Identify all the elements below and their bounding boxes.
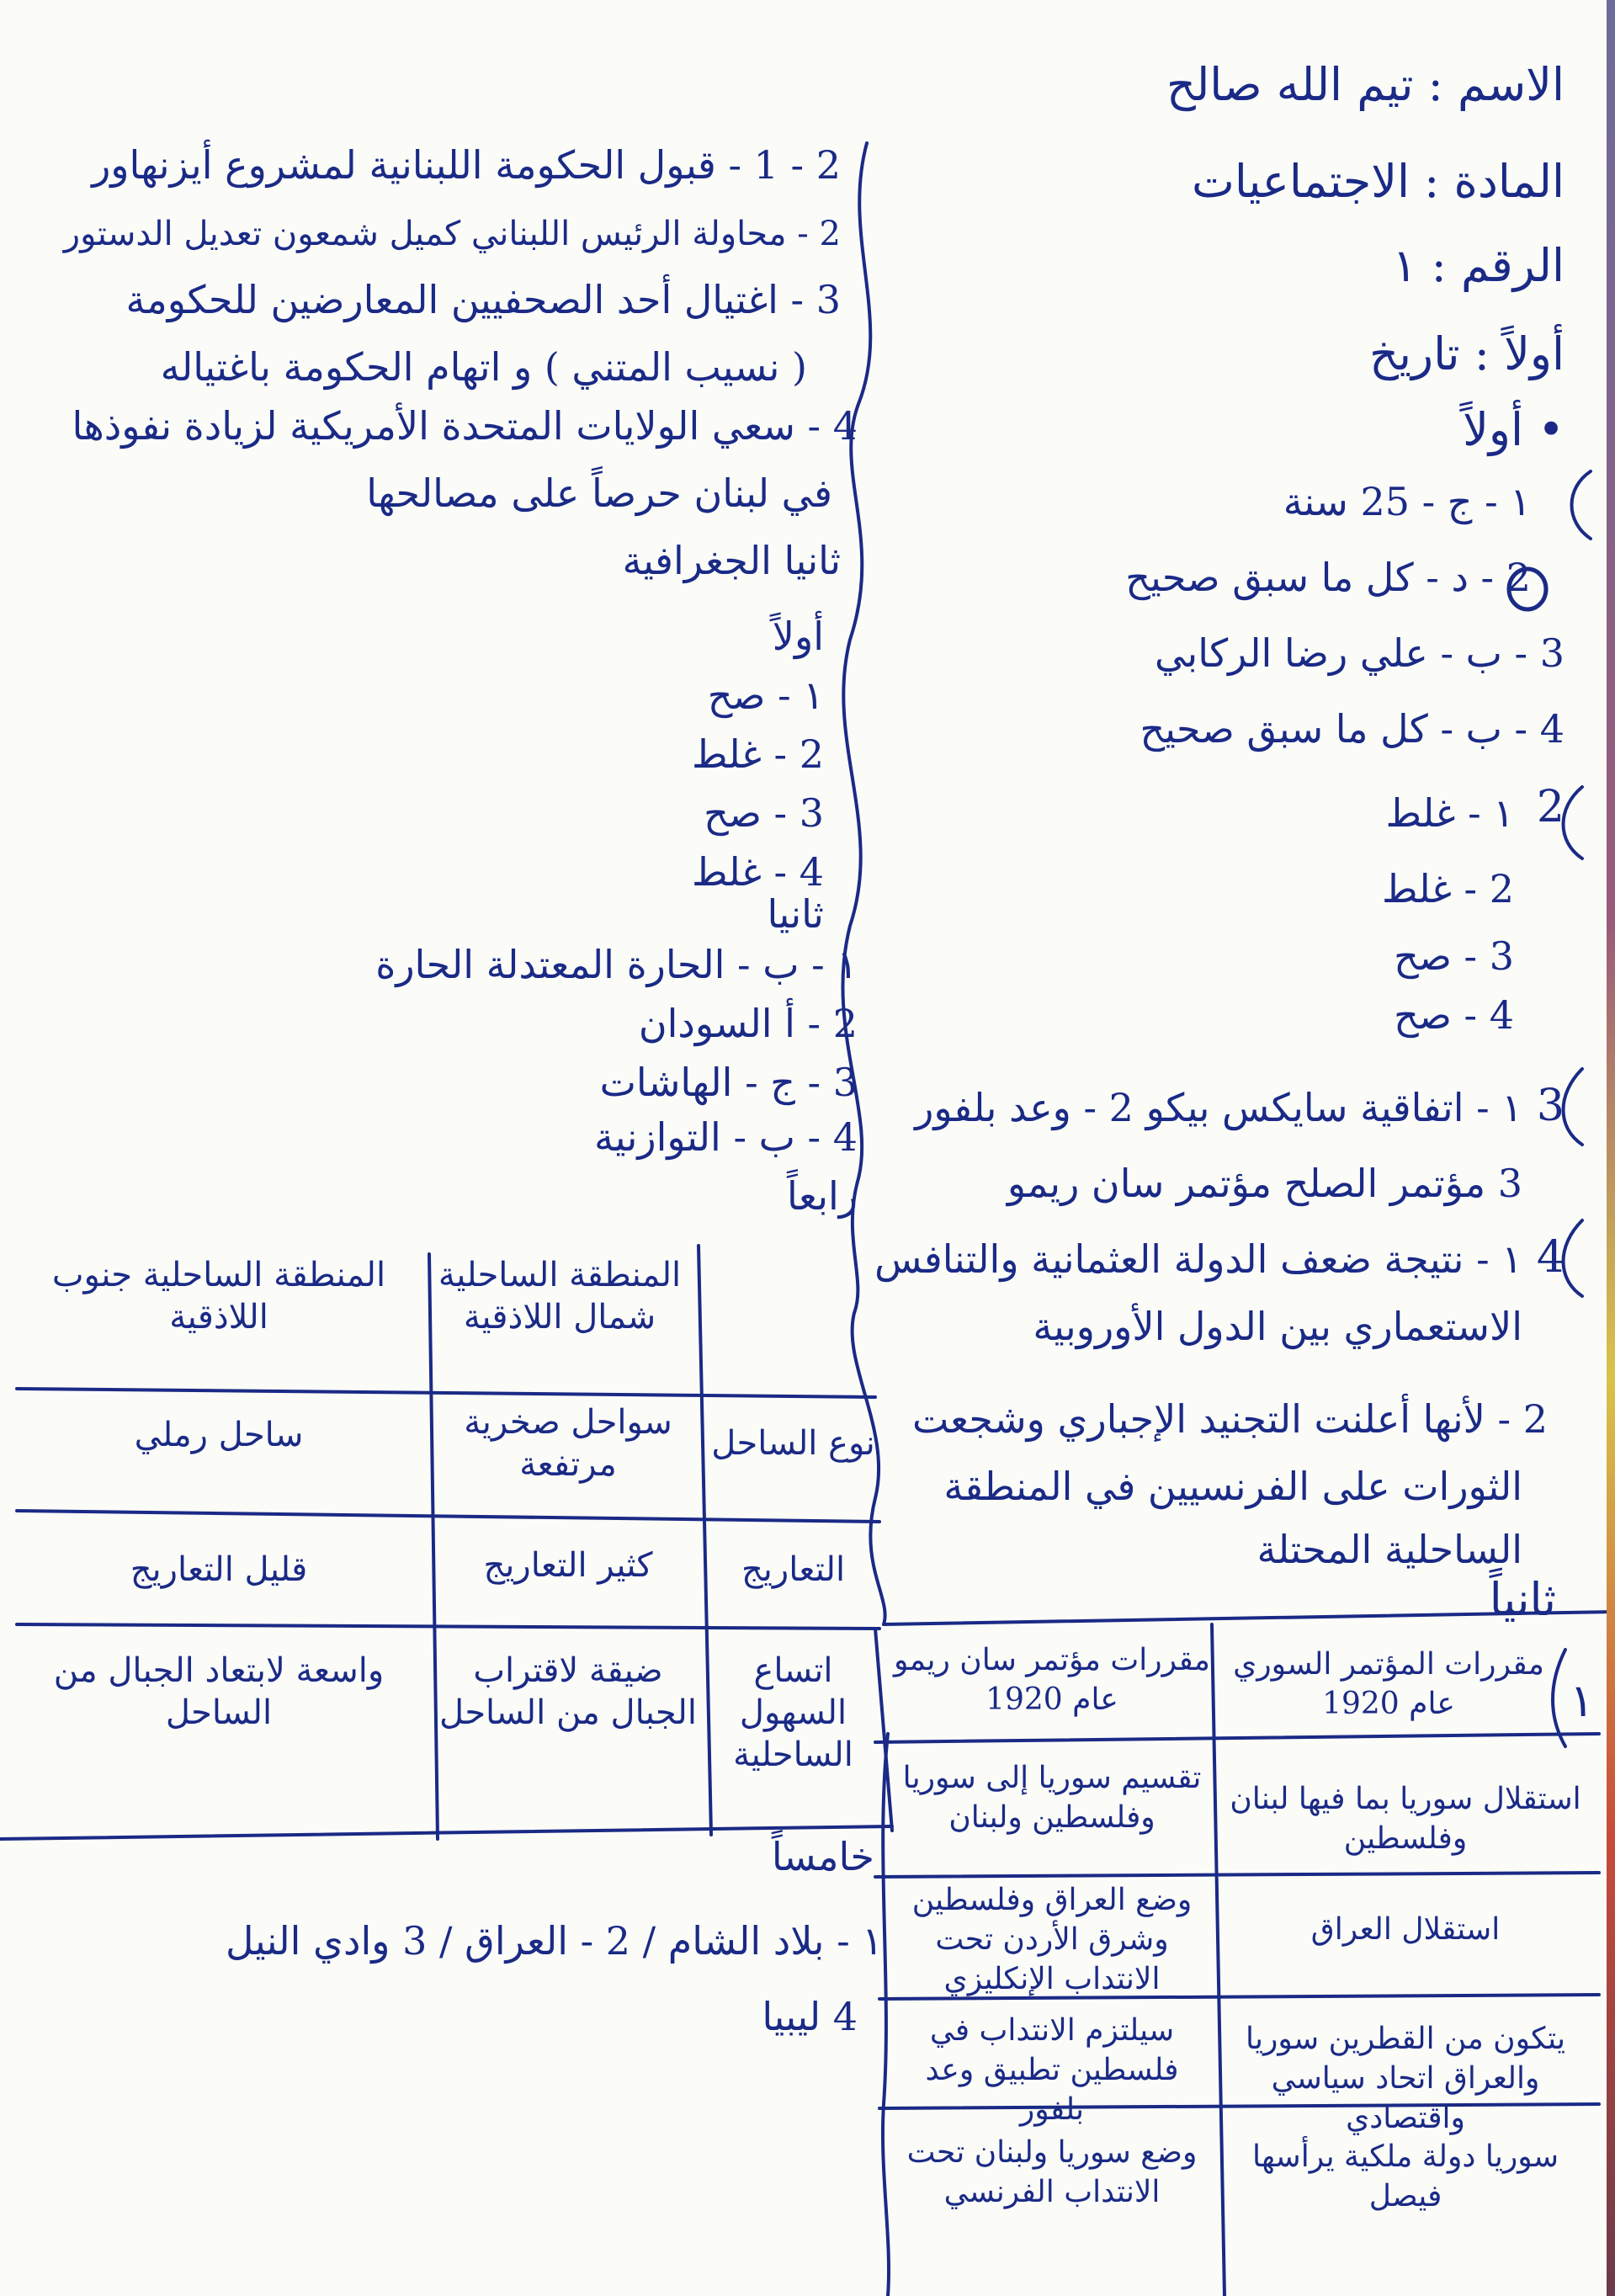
- q4-line-4: الثورات على الفرنسيين في المنطقة: [943, 1464, 1522, 1509]
- coast-row-1-south: ساحل رملي: [134, 1416, 304, 1454]
- q4-line-2: الاستعماري بين الدول الأوروبية: [1033, 1304, 1522, 1349]
- left-line-4: ( نسيب المتني ) و اتهام الحكومة باغتياله: [160, 344, 807, 390]
- decisions-row-2-sanremo: وضع العراق وفلسطين وشرق الأردن تحت الانتداب الإنكليزي: [911, 1883, 1193, 1996]
- q1-answer-1: ١ - ج - 25 سنة: [1283, 479, 1531, 524]
- q2-answer-1: ١ - غلط: [1385, 790, 1514, 836]
- geo-p1-answer-4: 4 - غلط: [691, 849, 824, 895]
- q4-line-1: ١ - نتيجة ضعف الدولة العثمانية والتنافس: [874, 1236, 1522, 1282]
- left-line-5: 4 - سعي الولايات المتحدة الأمريكية لزيادة نفوذها: [72, 403, 858, 449]
- geo-p1-answer-1: ١ - صح: [707, 672, 824, 718]
- decisions-row-4-syrian: سوريا دولة ملكية يرأسها فيصل: [1251, 2139, 1559, 2214]
- geo-p2-answer-4: 4 - ب - التوازنية: [594, 1114, 858, 1160]
- q2-number: 2: [1536, 782, 1565, 832]
- coast-row-3-label: اتساع السهول الساحلية: [733, 1651, 853, 1774]
- second-table-row-label: ١: [1569, 1674, 1594, 1727]
- geography-title: ثانيا الجغرافية: [622, 538, 841, 583]
- q1-answer-2: 2 - د - كل ما سبق صحيح: [1125, 555, 1531, 600]
- coast-header-south: المنطقة الساحلية جنوب اللاذقية: [51, 1256, 386, 1337]
- second-table-label: ثانياً: [1489, 1573, 1556, 1626]
- q3-answer-1: ١ - اتفاقية سايكس بيكو 2 - وعد بلفور: [915, 1085, 1522, 1130]
- decisions-header-sanremo: مقررات مؤتمر سان ريمو عام 1920: [894, 1643, 1210, 1717]
- decisions-row-4-sanremo: وضع سوريا ولبنان تحت الانتداب الفرنسي: [906, 2135, 1198, 2209]
- q2-answer-2: 2 - غلط: [1381, 866, 1514, 911]
- part1-label: • أولاً: [1463, 403, 1565, 456]
- number-line: الرقم : ١: [1392, 239, 1565, 292]
- q4-line-3: 2 - لأنها أعلنت التجنيد الإجباري وشجعت: [912, 1396, 1548, 1442]
- decisions-row-1-sanremo: تقسيم سوريا إلى سوريا وفلسطين ولبنان: [902, 1761, 1202, 1835]
- q1-answer-4: 4 - ب - كل ما سبق صحيح: [1140, 706, 1565, 752]
- q4-line-5: الساحلية المحتلة: [1256, 1527, 1522, 1572]
- geo-p2-answer-3: 3 - ج - الهاشات: [599, 1060, 858, 1105]
- coast-row-1-label: نوع الساحل: [711, 1424, 875, 1463]
- left-line-1: 2 - 1 - قبول الحكومة اللبنانية لمشروع أيزنهاور: [92, 142, 841, 188]
- decisions-row-1-syrian: استقلال سوريا بما فيها لبنان وفلسطين: [1230, 1782, 1581, 1856]
- decisions-row-3-syrian: يتكون من القطرين سوريا والعراق اتحاد سياسي واقتصادي: [1246, 2022, 1565, 2135]
- geo-p1-answer-3: 3 - صح: [704, 790, 824, 836]
- left-line-3: 3 - اغتيال أحد الصحفيين المعارضين للحكومة: [125, 277, 841, 322]
- scan-edge-strip: [1607, 0, 1615, 2296]
- geo-part2-label: ثانيا: [767, 891, 824, 937]
- student-name: الاسم : تيم الله صالح: [1166, 58, 1565, 111]
- q1-answer-3: 3 - ب - علي رضا الركابي: [1155, 630, 1565, 676]
- fifth-label: خامساً: [771, 1834, 874, 1879]
- coast-row-2-south: قليل التعاريج: [130, 1550, 308, 1589]
- decisions-header-syrian: مقررات المؤتمر السوري عام 1920: [1233, 1647, 1544, 1721]
- geo-part1-label: أولاً: [772, 614, 824, 659]
- fifth-answer: ١ - بلاد الشام / 2 - العراق / 3 وادي النيل: [226, 1918, 883, 1964]
- coast-row-2-north: كثير التعاريج: [483, 1546, 653, 1585]
- left-line-2: 2 - محاولة الرئيس اللبناني كميل شمعون تعديل الدستور: [63, 215, 841, 253]
- geo-p2-answer-1: ١ - ب - الحارة المعتدلة الحارة: [375, 942, 858, 987]
- subject-line: المادة : الاجتماعيات: [1192, 155, 1565, 208]
- q3-answer-2: 3 مؤتمر الصلح مؤتمر سان ريمو: [1007, 1161, 1522, 1206]
- coast-row-3-north: ضيقة لاقتراب الجبال من الساحل: [439, 1651, 697, 1732]
- geo-p2-answer-2: 2 - أ السودان: [638, 1001, 858, 1046]
- q3-number: 3: [1536, 1081, 1565, 1131]
- geo-p1-answer-2: 2 - غلط: [691, 731, 824, 777]
- coast-row-1-north: سواحل صخرية مرتفعة: [464, 1403, 672, 1484]
- left-line-6: في لبنان حرصاً على مصالحها: [366, 470, 832, 516]
- q2-answer-4: 4 - صح: [1394, 992, 1514, 1038]
- decisions-row-3-sanremo: سيلتزم الانتداب في فلسطين تطبيق وعد بلفور: [925, 2013, 1179, 2127]
- q2-answer-3: 3 - صح: [1394, 933, 1514, 979]
- geo-part4-label: رابعاً: [786, 1173, 858, 1219]
- coast-row-3-south: واسعة لابتعاد الجبال من الساحل: [53, 1651, 385, 1732]
- history-title: أولاً : تاريخ: [1369, 327, 1565, 380]
- q4-number: 4: [1536, 1232, 1565, 1283]
- coast-header-north: المنطقة الساحلية شمال اللاذقية: [438, 1256, 682, 1337]
- fifth-answer-2: 4 ليبيا: [762, 1994, 858, 2039]
- decisions-row-2-syrian: استقلال العراق: [1310, 1912, 1501, 1947]
- coast-row-2-label: التعاريج: [741, 1550, 846, 1589]
